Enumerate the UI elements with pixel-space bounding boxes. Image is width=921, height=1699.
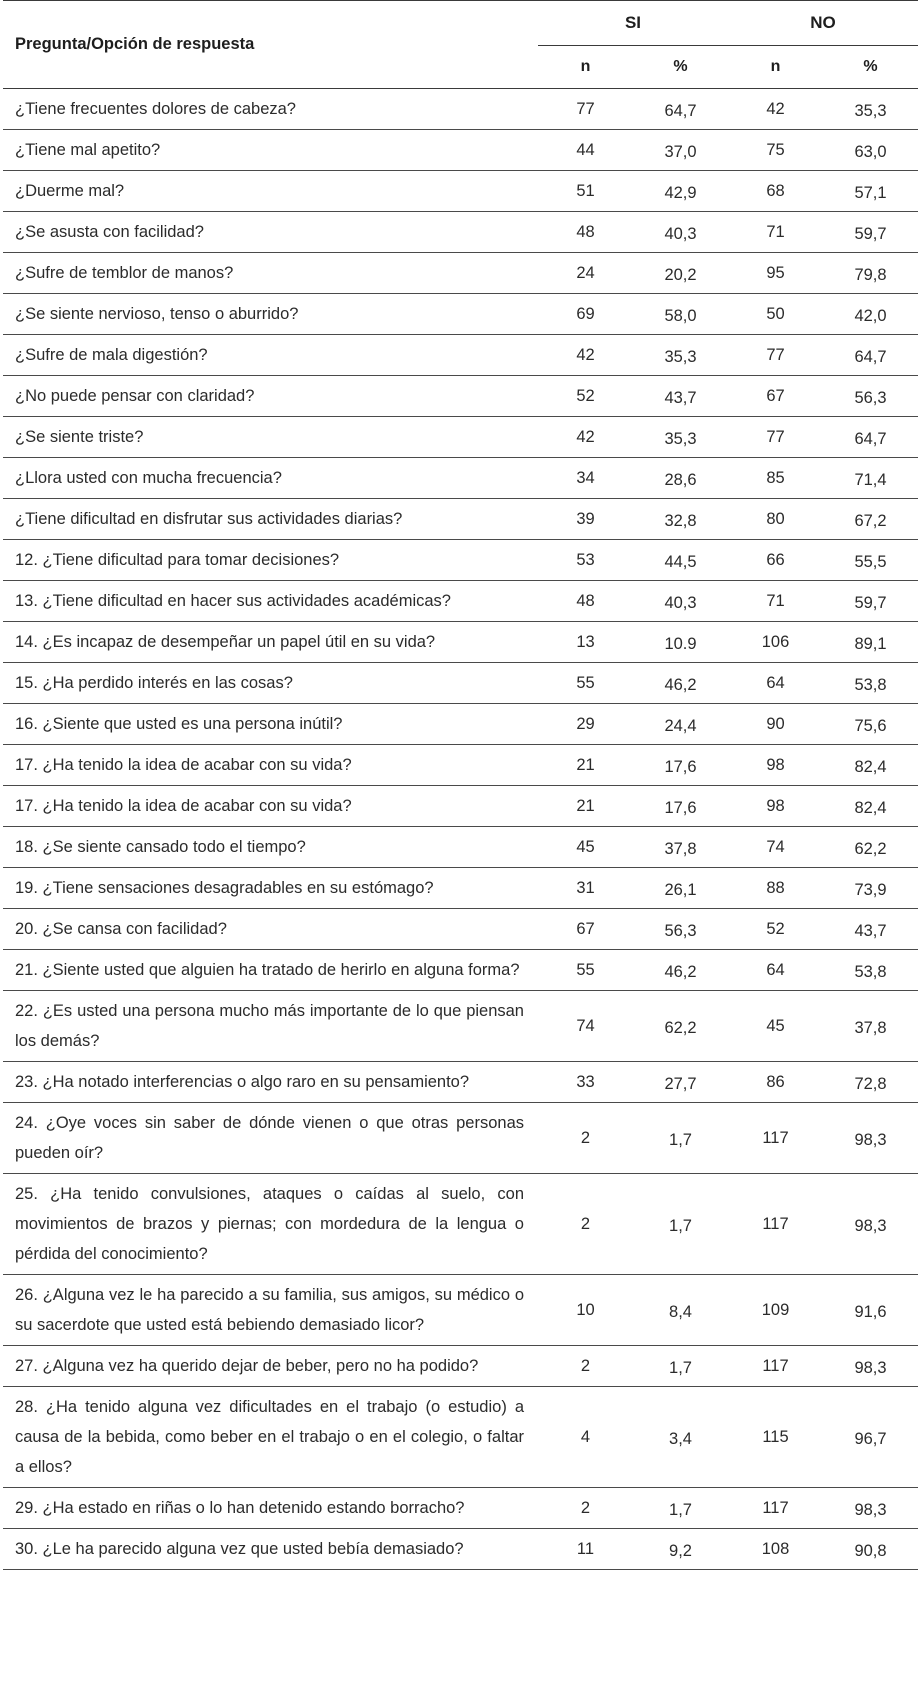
table-row [3,1387,918,1488]
table-row [3,376,918,417]
table-row [3,171,918,212]
no-pct-cell: 35,3 [823,89,918,130]
si-group-header: SI [538,1,728,46]
no-pct-cell: 42,0 [823,294,918,335]
si-n-cell: 21 [538,786,633,827]
no-n-cell: 109 [728,1275,823,1346]
question-cell: 14. ¿Es incapaz de desempeñar un papel útil en su vida? [3,622,538,663]
si-n-cell: 21 [538,745,633,786]
no-group-header: NO [728,1,918,46]
table-row [3,540,918,581]
table-row [3,1529,918,1570]
no-pct-cell: 64,7 [823,335,918,376]
si-n-cell: 67 [538,909,633,950]
no-n-cell: 64 [728,950,823,991]
table-row [3,581,918,622]
no-n-cell: 117 [728,1488,823,1529]
question-cell: ¿Llora usted con mucha frecuencia? [3,458,538,499]
si-pct-cell: 8,4 [633,1275,728,1346]
si-pct-cell: 35,3 [633,417,728,458]
no-pct-cell: 75,6 [823,704,918,745]
table-row [3,786,918,827]
si-n-cell: 45 [538,827,633,868]
table-row [3,950,918,991]
no-n-header: n [728,46,823,89]
si-pct-cell: 43,7 [633,376,728,417]
no-pct-cell: 96,7 [823,1387,918,1488]
si-pct-cell: 1,7 [633,1174,728,1275]
no-pct-cell: 71,4 [823,458,918,499]
si-pct-cell: 35,3 [633,335,728,376]
question-column-header: Pregunta/Opción de respuesta [3,1,538,89]
no-pct-cell: 62,2 [823,827,918,868]
table-row [3,1346,918,1387]
no-pct-cell: 98,3 [823,1488,918,1529]
no-pct-cell: 91,6 [823,1275,918,1346]
no-n-cell: 50 [728,294,823,335]
si-n-cell: 44 [538,130,633,171]
si-n-cell: 2 [538,1488,633,1529]
si-pct-cell: 3,4 [633,1387,728,1488]
question-cell: ¿Sufre de temblor de manos? [3,253,538,294]
no-n-cell: 88 [728,868,823,909]
si-pct-cell: 40,3 [633,212,728,253]
si-pct-cell: 17,6 [633,745,728,786]
si-n-cell: 10 [538,1275,633,1346]
si-pct-cell: 27,7 [633,1062,728,1103]
si-pct-cell: 42,9 [633,171,728,212]
no-n-cell: 98 [728,786,823,827]
si-n-cell: 55 [538,663,633,704]
question-cell: 18. ¿Se siente cansado todo el tiempo? [3,827,538,868]
si-pct-cell: 10.9 [633,622,728,663]
table-row [3,458,918,499]
si-n-cell: 55 [538,950,633,991]
si-pct-cell: 62,2 [633,991,728,1062]
table-row [3,704,918,745]
table-row [3,130,918,171]
question-cell: 23. ¿Ha notado interferencias o algo raro en su pensamiento? [3,1062,538,1103]
question-cell: ¿Duerme mal? [3,171,538,212]
si-n-cell: 4 [538,1387,633,1488]
si-n-cell: 11 [538,1529,633,1570]
no-pct-cell: 90,8 [823,1529,918,1570]
si-pct-cell: 46,2 [633,663,728,704]
si-pct-cell: 44,5 [633,540,728,581]
si-n-cell: 53 [538,540,633,581]
si-n-cell: 34 [538,458,633,499]
table-row [3,294,918,335]
no-pct-cell: 98,3 [823,1103,918,1174]
si-n-cell: 31 [538,868,633,909]
question-cell: ¿Sufre de mala digestión? [3,335,538,376]
no-pct-header: % [823,46,918,89]
no-pct-cell: 63,0 [823,130,918,171]
question-cell: 29. ¿Ha estado en riñas o lo han detenido estando borracho? [3,1488,538,1529]
question-cell: ¿No puede pensar con claridad? [3,376,538,417]
si-pct-cell: 1,7 [633,1488,728,1529]
results-table [3,0,918,1570]
si-n-cell: 48 [538,212,633,253]
table-row [3,499,918,540]
no-pct-cell: 53,8 [823,663,918,704]
no-pct-cell: 64,7 [823,417,918,458]
table-row [3,1062,918,1103]
si-n-header: n [538,46,633,89]
si-pct-cell: 37,8 [633,827,728,868]
table-body [3,89,918,1570]
no-n-cell: 108 [728,1529,823,1570]
si-n-cell: 39 [538,499,633,540]
si-pct-cell: 46,2 [633,950,728,991]
no-n-cell: 90 [728,704,823,745]
si-n-cell: 69 [538,294,633,335]
no-n-cell: 86 [728,1062,823,1103]
no-pct-cell: 82,4 [823,786,918,827]
si-pct-cell: 64,7 [633,89,728,130]
no-pct-cell: 67,2 [823,499,918,540]
no-n-cell: 85 [728,458,823,499]
no-n-cell: 67 [728,376,823,417]
question-cell: ¿Tiene frecuentes dolores de cabeza? [3,89,538,130]
si-n-cell: 24 [538,253,633,294]
question-cell: 19. ¿Tiene sensaciones desagradables en su estómago? [3,868,538,909]
table-header [3,1,918,89]
no-n-cell: 68 [728,171,823,212]
si-n-cell: 77 [538,89,633,130]
no-n-cell: 64 [728,663,823,704]
table-row [3,663,918,704]
si-n-cell: 42 [538,335,633,376]
no-pct-cell: 43,7 [823,909,918,950]
question-cell: ¿Se siente triste? [3,417,538,458]
table-row [3,1275,918,1346]
question-cell: 30. ¿Le ha parecido alguna vez que usted bebía demasiado? [3,1529,538,1570]
si-n-cell: 48 [538,581,633,622]
question-cell: 27. ¿Alguna vez ha querido dejar de beber, pero no ha podido? [3,1346,538,1387]
si-n-cell: 2 [538,1103,633,1174]
si-pct-header: % [633,46,728,89]
no-n-cell: 117 [728,1346,823,1387]
no-pct-cell: 37,8 [823,991,918,1062]
question-cell: ¿Se asusta con facilidad? [3,212,538,253]
si-pct-cell: 40,3 [633,581,728,622]
question-cell: 13. ¿Tiene dificultad en hacer sus actividades académicas? [3,581,538,622]
table-row [3,745,918,786]
question-cell: 15. ¿Ha perdido interés en las cosas? [3,663,538,704]
si-n-cell: 42 [538,417,633,458]
no-pct-cell: 59,7 [823,212,918,253]
no-pct-cell: 55,5 [823,540,918,581]
table-row [3,1174,918,1275]
no-n-cell: 98 [728,745,823,786]
no-pct-cell: 98,3 [823,1346,918,1387]
no-pct-cell: 82,4 [823,745,918,786]
no-pct-cell: 56,3 [823,376,918,417]
question-cell: ¿Tiene dificultad en disfrutar sus actividades diarias? [3,499,538,540]
no-n-cell: 117 [728,1174,823,1275]
table-row [3,212,918,253]
table-row [3,253,918,294]
question-cell: 16. ¿Siente que usted es una persona inútil? [3,704,538,745]
table-row [3,991,918,1062]
question-cell: 12. ¿Tiene dificultad para tomar decisiones? [3,540,538,581]
si-n-cell: 2 [538,1346,633,1387]
no-n-cell: 74 [728,827,823,868]
no-n-cell: 66 [728,540,823,581]
si-pct-cell: 28,6 [633,458,728,499]
no-pct-cell: 79,8 [823,253,918,294]
no-pct-cell: 73,9 [823,868,918,909]
table-row [3,868,918,909]
no-pct-cell: 89,1 [823,622,918,663]
question-cell: 25. ¿Ha tenido convulsiones, ataques o caídas al suelo, con movimientos de brazos y piernas; con mordedura de la lengua o pérdida del conocimiento? [3,1174,538,1275]
si-n-cell: 74 [538,991,633,1062]
no-n-cell: 80 [728,499,823,540]
no-n-cell: 77 [728,417,823,458]
si-n-cell: 13 [538,622,633,663]
no-n-cell: 117 [728,1103,823,1174]
no-n-cell: 52 [728,909,823,950]
table-row [3,827,918,868]
no-pct-cell: 53,8 [823,950,918,991]
question-cell: 24. ¿Oye voces sin saber de dónde vienen o que otras personas pueden oír? [3,1103,538,1174]
si-n-cell: 33 [538,1062,633,1103]
table-row [3,89,918,130]
si-pct-cell: 9,2 [633,1529,728,1570]
si-pct-cell: 1,7 [633,1103,728,1174]
no-pct-cell: 59,7 [823,581,918,622]
si-pct-cell: 37,0 [633,130,728,171]
si-n-cell: 51 [538,171,633,212]
table-row [3,417,918,458]
question-cell: ¿Se siente nervioso, tenso o aburrido? [3,294,538,335]
si-pct-cell: 58,0 [633,294,728,335]
table-row [3,1488,918,1529]
no-n-cell: 71 [728,581,823,622]
question-cell: 28. ¿Ha tenido alguna vez dificultades en el trabajo (o estudio) a causa de la bebida, como beber en el trabajo o en el colegio, o faltar a ellos? [3,1387,538,1488]
si-pct-cell: 24,4 [633,704,728,745]
no-n-cell: 77 [728,335,823,376]
no-pct-cell: 57,1 [823,171,918,212]
question-cell: 20. ¿Se cansa con facilidad? [3,909,538,950]
si-pct-cell: 32,8 [633,499,728,540]
no-n-cell: 71 [728,212,823,253]
si-n-cell: 52 [538,376,633,417]
no-n-cell: 106 [728,622,823,663]
si-pct-cell: 26,1 [633,868,728,909]
si-pct-cell: 17,6 [633,786,728,827]
question-cell: 21. ¿Siente usted que alguien ha tratado de herirlo en alguna forma? [3,950,538,991]
table-row [3,909,918,950]
no-pct-cell: 98,3 [823,1174,918,1275]
no-n-cell: 95 [728,253,823,294]
table-row [3,622,918,663]
no-n-cell: 115 [728,1387,823,1488]
no-n-cell: 42 [728,89,823,130]
si-n-cell: 29 [538,704,633,745]
si-n-cell: 2 [538,1174,633,1275]
si-pct-cell: 20,2 [633,253,728,294]
si-pct-cell: 56,3 [633,909,728,950]
question-cell: 17. ¿Ha tenido la idea de acabar con su vida? [3,786,538,827]
question-cell: 17. ¿Ha tenido la idea de acabar con su vida? [3,745,538,786]
no-pct-cell: 72,8 [823,1062,918,1103]
no-n-cell: 75 [728,130,823,171]
question-cell: 22. ¿Es usted una persona mucho más importante de lo que piensan los demás? [3,991,538,1062]
no-n-cell: 45 [728,991,823,1062]
header-group-row [3,1,918,46]
question-cell: 26. ¿Alguna vez le ha parecido a su familia, sus amigos, su médico o su sacerdote que usted está bebiendo demasiado licor? [3,1275,538,1346]
table-row [3,1103,918,1174]
si-pct-cell: 1,7 [633,1346,728,1387]
question-cell: ¿Tiene mal apetito? [3,130,538,171]
table-row [3,335,918,376]
